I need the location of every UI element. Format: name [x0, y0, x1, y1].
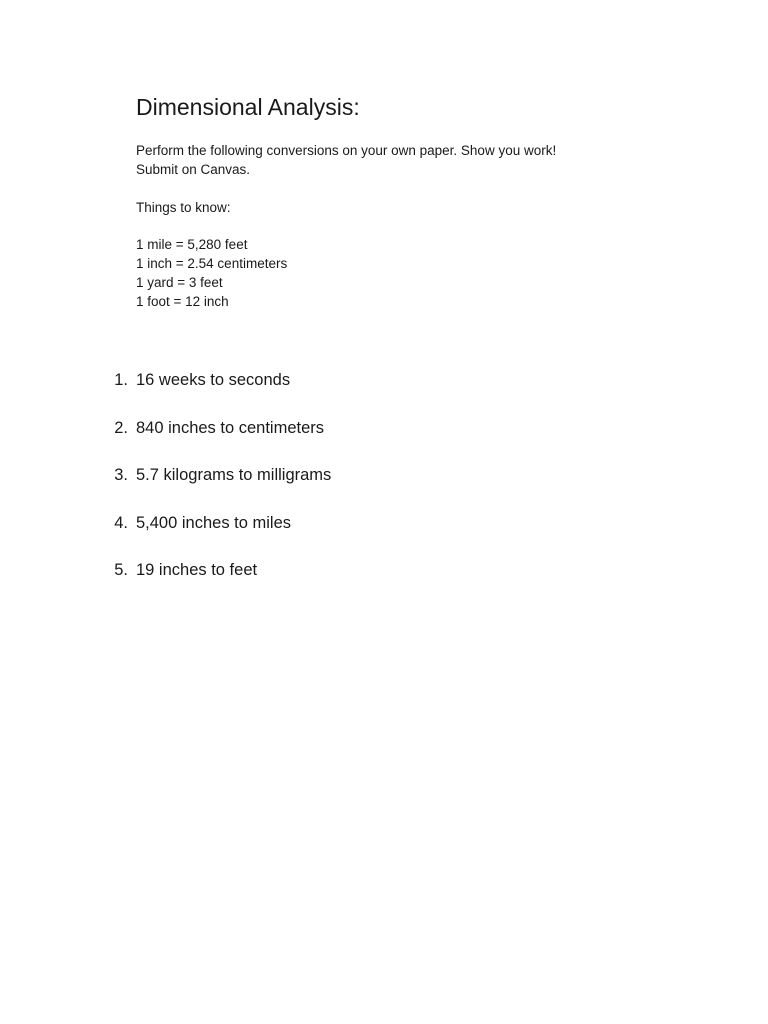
- problem-text: 5,400 inches to miles: [136, 513, 292, 532]
- conversion-facts: [136, 235, 287, 311]
- problem-text: 16 weeks to seconds: [136, 371, 291, 389]
- document-title: Dimensional Analysis:: [136, 94, 360, 120]
- fact-inch-centimeters: 1 inch = 2.54 centimeters: [136, 256, 288, 271]
- instructions: [136, 141, 556, 179]
- fact-foot-inch: 1 foot = 12 inch: [136, 294, 229, 309]
- things-to-know-label: Things to know:: [136, 200, 231, 215]
- fact-mile-feet: 1 mile = 5,280 feet: [136, 237, 248, 252]
- problem-number: 4.: [114, 513, 128, 532]
- instructions-line-2: Submit on Canvas.: [136, 162, 251, 177]
- problem-text: 19 inches to feet: [136, 561, 258, 579]
- fact-yard-feet: 1 yard = 3 feet: [136, 275, 223, 290]
- problem-number: 5.: [114, 561, 128, 579]
- problem-item: [0, 416, 768, 464]
- problem-number: 2.: [114, 418, 128, 437]
- problem-list: [0, 368, 768, 606]
- problem-number: 3.: [114, 466, 128, 484]
- problem-text: 840 inches to centimeters: [136, 418, 325, 437]
- instructions-line-1: Perform the following conversions on your own paper. Show you work!: [136, 143, 557, 158]
- problem-item: [0, 368, 768, 416]
- problem-number: 1.: [114, 371, 128, 389]
- problem-text: 5.7 kilograms to milligrams: [136, 466, 332, 484]
- problem-item: [0, 558, 768, 606]
- problem-item: [0, 463, 768, 511]
- problem-item: [0, 511, 768, 559]
